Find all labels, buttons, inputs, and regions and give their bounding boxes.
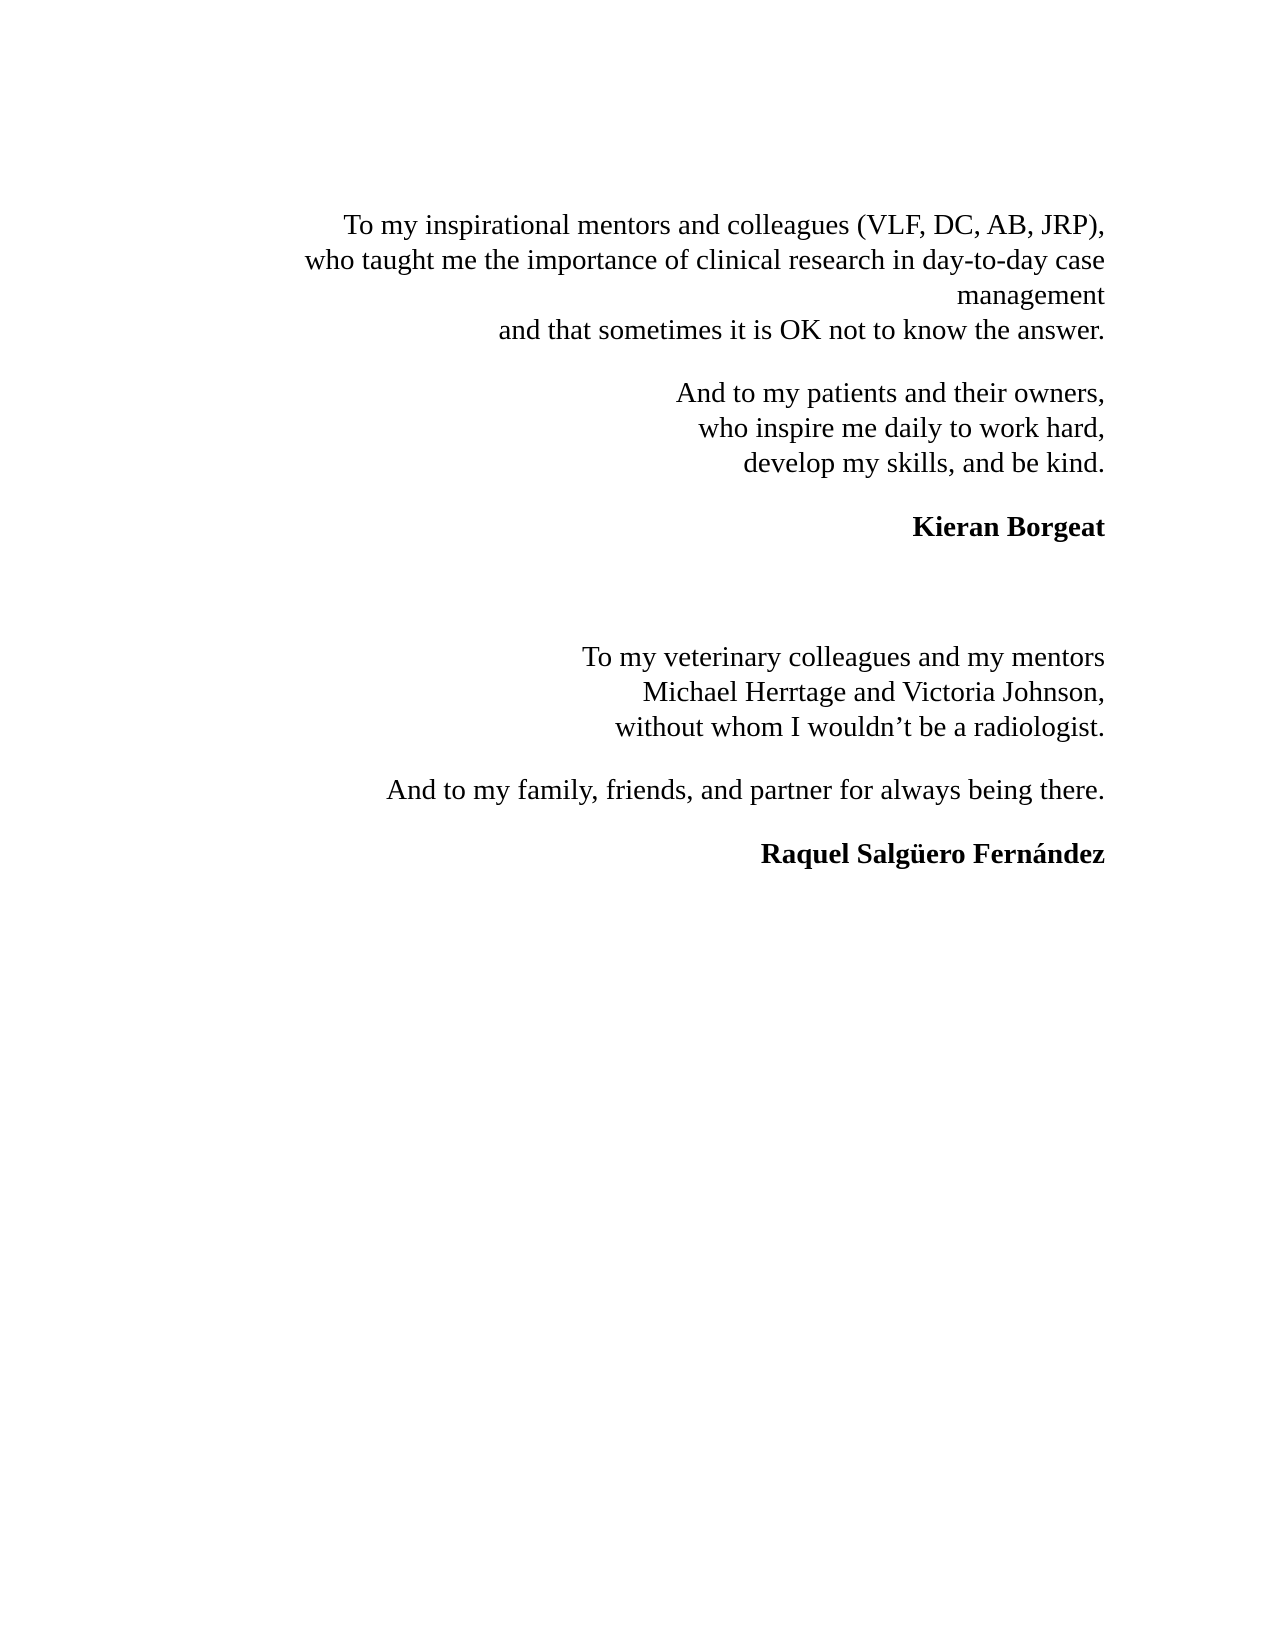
dedication-paragraph [225, 773, 1105, 808]
dedication-line: To my veterinary colleagues and my mentors [581, 641, 1105, 673]
dedication-raquel-salguero-fernandez [225, 640, 1105, 872]
dedication-kieran-borgeat [225, 208, 1105, 545]
dedication-line: and that sometimes it is OK not to know the answer. [498, 314, 1105, 346]
dedication-line: without whom I wouldn’t be a radiologist. [615, 711, 1105, 743]
author-name: Raquel Salgüero Fernández [760, 838, 1105, 870]
dedication-line: management [956, 279, 1105, 311]
dedication-line: And to my patients and their owners, [675, 377, 1105, 409]
dedication-line: To my inspirational mentors and colleagues (VLF, DC, AB, JRP), [343, 209, 1105, 241]
dedication-line: develop my skills, and be kind. [743, 447, 1105, 479]
dedication-paragraph [225, 376, 1105, 481]
dedication-paragraph [225, 640, 1105, 745]
dedication-line: Michael Herrtage and Victoria Johnson, [642, 676, 1105, 708]
dedication-line: And to my family, friends, and partner for always being there. [386, 774, 1105, 806]
dedication-paragraph [225, 208, 1105, 348]
dedication-line: who taught me the importance of clinical research in day-to-day case [304, 244, 1105, 276]
dedication-line: who inspire me daily to work hard, [698, 412, 1105, 444]
author-name: Kieran Borgeat [912, 511, 1105, 543]
